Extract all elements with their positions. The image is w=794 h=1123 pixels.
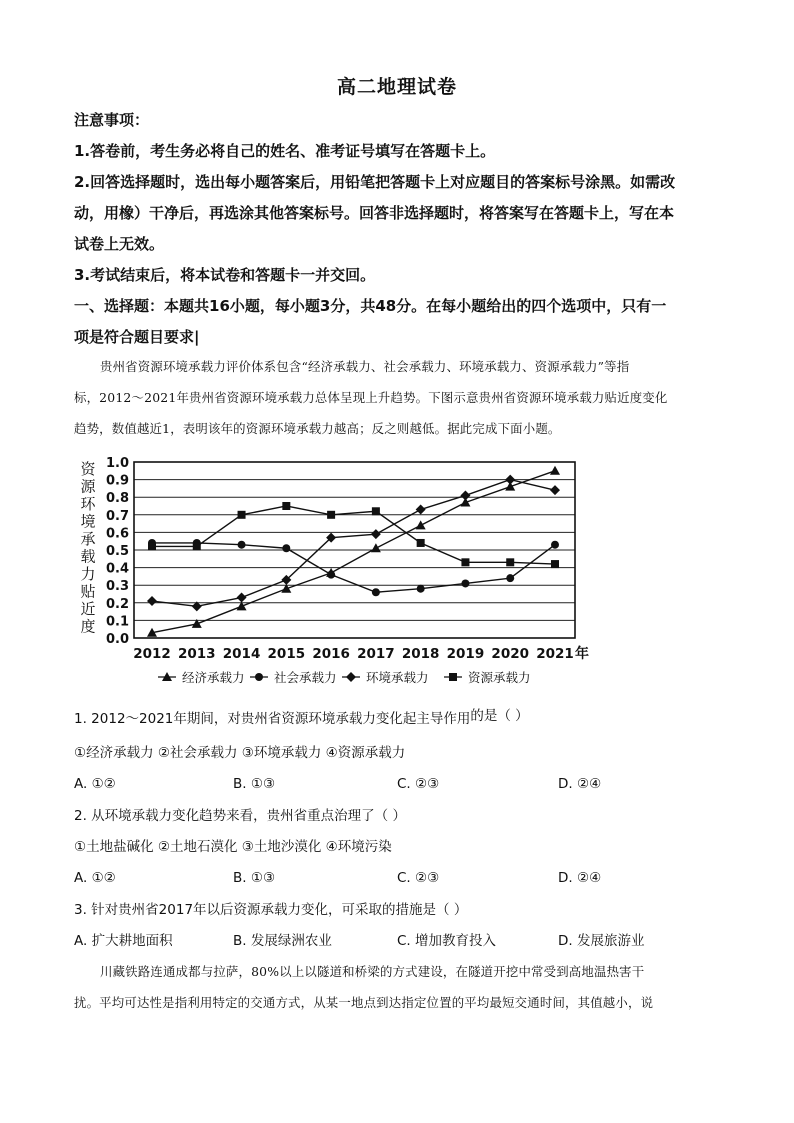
data-point-triangle — [371, 543, 381, 552]
section-1-heading-line-2: 项是符合题目要求| — [74, 328, 200, 346]
y-axis-label-char: 近 — [80, 600, 96, 618]
question-2-choices: ①土地盐碱化 ②土地石漠化 ③土地沙漠化 ④环境污染 — [74, 839, 392, 855]
question-3-option-b[interactable]: B. 发展绿洲农业 — [233, 933, 332, 949]
line-chart — [70, 450, 610, 700]
y-axis-label-char: 资 — [80, 460, 96, 478]
data-point-circle — [238, 541, 246, 549]
x-tick-label: 2015 — [267, 646, 306, 662]
passage-2-line-2: 扰。平均可达性是指利用特定的交通方式，从某一地点到达指定位置的平均最短交通时间，其值越小，说 — [74, 995, 654, 1010]
question-1-choices: ①经济承载力 ②社会承载力 ③环境承载力 ④资源承载力 — [74, 745, 406, 761]
data-point-diamond — [416, 505, 426, 515]
y-axis-label-char: 环 — [80, 495, 96, 513]
legend-label: 环境承载力 — [366, 670, 429, 685]
series-line — [152, 471, 555, 633]
passage-1-line-3: 趋势，数值越近1，表明该年的资源环境承载力越高；反之则越低。据此完成下面小题。 — [74, 421, 561, 436]
passage-1 — [74, 351, 724, 444]
data-point-square — [449, 673, 457, 681]
question-2-option-b[interactable]: B. ①③ — [233, 870, 276, 886]
y-tick-label: 0.4 — [105, 561, 129, 577]
y-tick-label: 0.3 — [105, 579, 129, 595]
y-tick-label: 0.5 — [105, 544, 129, 559]
data-point-square — [282, 502, 290, 510]
data-point-diamond — [371, 529, 381, 539]
x-tick-label: 2020 — [491, 646, 530, 662]
question-2-stem: 2. 从环境承载力变化趋势来看，贵州省重点治理了（ ） — [74, 808, 406, 824]
question-1-option-d[interactable]: D. ②④ — [558, 776, 602, 792]
y-tick-label: 0.1 — [105, 614, 129, 630]
y-tick-label: 0.7 — [105, 508, 129, 524]
legend-label: 资源承载力 — [468, 670, 531, 685]
data-point-square — [238, 511, 246, 519]
x-tick-label: 2014 — [222, 646, 261, 662]
y-tick-label: 0.6 — [105, 526, 129, 542]
question-3-option-c[interactable]: C. 增加教育投入 — [397, 933, 497, 949]
y-tick-label: 0.8 — [105, 491, 129, 507]
y-axis-label-char: 承 — [80, 530, 96, 548]
question-3-option-a[interactable]: A. 扩大耕地面积 — [74, 933, 173, 949]
question-1-option-c[interactable]: C. ②③ — [397, 776, 440, 792]
data-point-square — [551, 560, 559, 568]
x-tick-labels — [133, 645, 589, 662]
y-tick-labels — [106, 456, 129, 647]
data-point-triangle — [550, 466, 560, 475]
legend-label: 经济承载力 — [182, 670, 245, 685]
x-axis-label: 年 — [575, 646, 589, 662]
data-point-circle — [417, 585, 425, 593]
passage-1-line-1: 贵州省资源环境承载力评价体系包含“经济承载力、社会承载力、环境承载力、资源承载力”等指 — [100, 359, 630, 374]
question-3-stem: 3. 针对贵州省2017年以后资源承载力变化，可采取的措施是（ ） — [74, 902, 468, 918]
question-1-option-a[interactable]: A. ①② — [74, 776, 116, 792]
y-tick-label: 0.0 — [105, 632, 129, 647]
data-point-square — [148, 542, 156, 550]
y-axis-label-char: 源 — [80, 477, 96, 496]
x-tick-label: 2018 — [401, 646, 440, 662]
question-1-stem — [74, 709, 529, 729]
passage-2-line-1: 川藏铁路连通成都与拉萨，80%以上以隧道和桥梁的方式建设，在隧道开挖中常受到高地温热害干 — [100, 964, 645, 979]
data-point-diamond — [147, 596, 157, 606]
notice-heading: 注意事项： — [74, 111, 150, 129]
section-1-heading-line-1: 一、选择题：本题共16小题，每小题3分，共48分。在每小题给出的四个选项中，只有一 — [74, 297, 667, 315]
notice-item-2-line-2: 动，用橡）干净后，再选涂其他答案标号。回答非选择题时，将答案写在答题卡上，写在本 — [74, 204, 675, 222]
passage-2 — [74, 956, 724, 1018]
notice-item-1: 1.答卷前，考生务必将自己的姓名、准考证号填写在答题卡上。 — [74, 142, 496, 160]
notice-item-2-line-1: 2.回答选择题时，选出每小题答案后，用铅笔把答题卡上对应题目的答案标号涂黑。如需改 — [74, 173, 676, 191]
y-axis-label-char: 度 — [80, 617, 96, 636]
data-point-circle — [282, 544, 290, 552]
question-1-option-b[interactable]: B. ①③ — [233, 776, 276, 792]
chart-legend — [158, 670, 531, 685]
data-point-circle — [551, 541, 559, 549]
series-square — [148, 502, 559, 568]
y-axis-label-char: 载 — [80, 547, 96, 566]
y-axis-label-char: 贴 — [80, 582, 96, 601]
y-axis-label-char: 力 — [80, 565, 96, 583]
series-triangle — [147, 466, 560, 637]
question-1-stem-tail: 的是（ ） — [470, 708, 529, 724]
y-axis-label — [80, 460, 96, 636]
data-point-diamond — [460, 490, 470, 500]
question-2-option-a[interactable]: A. ①② — [74, 870, 116, 886]
passage-1-line-2: 标，2012～2021年贵州省资源环境承载力总体呈现上升趋势。下图示意贵州省资源环境承载力贴近度变化 — [74, 390, 668, 405]
data-point-diamond — [505, 475, 515, 485]
data-point-square — [327, 511, 335, 519]
x-tick-label: 2021 — [536, 646, 574, 662]
notice-item-3: 3.考试结束后，将本试卷和答题卡一并交回。 — [74, 266, 376, 284]
question-2-option-d[interactable]: D. ②④ — [558, 870, 602, 886]
y-tick-label: 0.9 — [105, 473, 129, 489]
exam-title: 高二地理试卷 — [336, 76, 457, 98]
data-point-triangle — [416, 520, 426, 529]
data-point-circle — [255, 673, 263, 681]
x-tick-label: 2012 — [133, 646, 171, 662]
data-point-square — [417, 539, 425, 547]
data-point-circle — [327, 571, 335, 579]
notice-item-2-line-3: 试卷上无效。 — [74, 235, 165, 253]
y-tick-label: 1.0 — [105, 456, 129, 471]
data-point-circle — [372, 588, 380, 596]
x-tick-label: 2017 — [357, 646, 395, 662]
y-axis-label-char: 境 — [80, 512, 96, 531]
question-1-stem-main: 1. 2012～2021年期间，对贵州省资源环境承载力变化起主导作用 — [74, 711, 471, 727]
question-3-option-d[interactable]: D. 发展旅游业 — [558, 933, 645, 949]
data-point-circle — [506, 574, 514, 582]
y-tick-label: 0.2 — [105, 596, 129, 612]
x-tick-label: 2019 — [446, 646, 485, 662]
data-point-diamond — [550, 485, 560, 495]
legend-label: 社会承载力 — [274, 670, 337, 685]
data-point-square — [506, 558, 514, 566]
data-point-square — [461, 558, 469, 566]
x-tick-label: 2013 — [177, 646, 216, 662]
data-point-circle — [461, 579, 469, 587]
x-tick-label: 2016 — [312, 646, 350, 662]
data-point-square — [372, 507, 380, 515]
data-point-diamond — [346, 672, 356, 682]
data-point-diamond — [237, 593, 247, 603]
question-2-option-c[interactable]: C. ②③ — [397, 870, 440, 886]
data-point-square — [193, 542, 201, 550]
chart-series — [147, 466, 560, 637]
